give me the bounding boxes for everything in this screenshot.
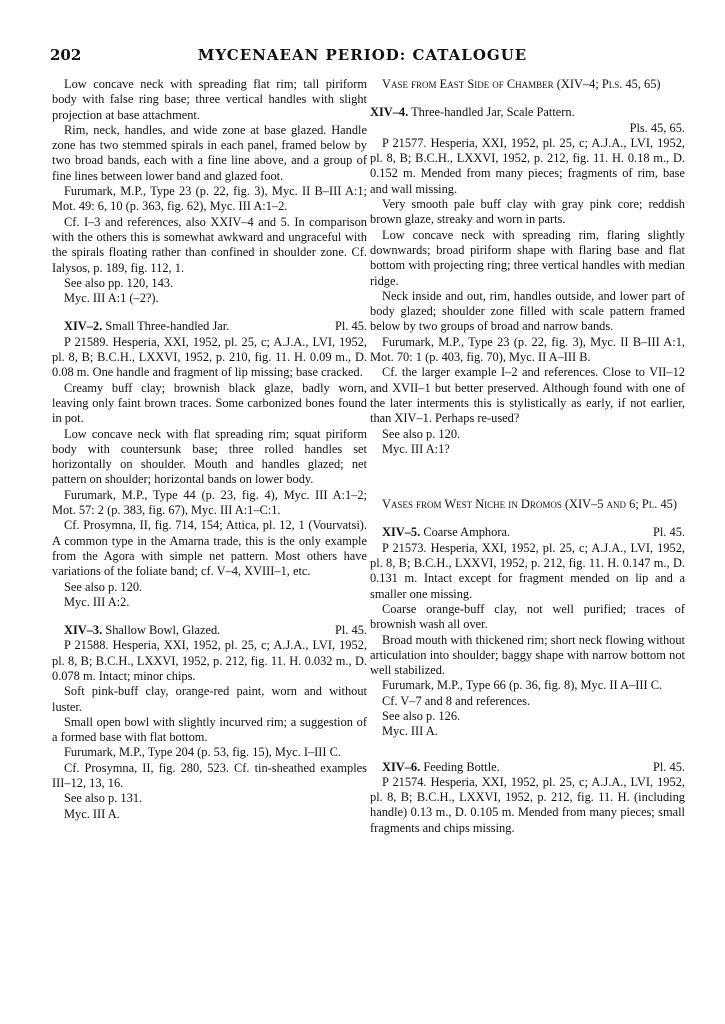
intro-para: Myc. III A:1 (–2?).	[64, 291, 159, 306]
page-number: 202	[50, 46, 82, 64]
entry-para: P 21574. Hesperia, XXI, 1952, pl. 25, c; A.J.A., LVI, 1952, pl. 8, B; B.C.H., LXXVI, 1952, p. 212, fig. 11. H. (including handle) 0.13 m., D. 0.105 m. Mended from many pieces; small fragments and chips missing.	[370, 774, 685, 835]
entry-para: Low concave neck with spreading rim, flaring slightly downwards; broad piriform shape with flaring base and flat bottom with projecting ring; three vertical handles with median ridge.	[370, 227, 685, 288]
entry-title: Three-handled Jar, Scale Pattern.	[411, 105, 575, 120]
entry-para: Cf. the larger example I–2 and references. Close to VII–12 and XVII–1 but better preserved. Although found with one of the later interments this is stylistically as early, if not earlier, than XIV–1. Perhaps re-used?	[370, 365, 685, 426]
entry-plate: Pls. 45, 65.	[629, 120, 685, 135]
entry-title: Feeding Bottle.	[423, 759, 500, 774]
intro-para: Cf. I–3 and references, also XXIV–4 and 5. In comparison with the others this is somewhat awkward and ungraceful with the spirals floating rather than confined in shoulder zone. Cf. Ialysos, p. 189, fig. 112, 1.	[52, 214, 367, 275]
running-head: MYCENAEAN PERIOD: CATALOGUE	[197, 46, 528, 64]
entry-heading	[52, 319, 367, 334]
entry-para: Very smooth pale buff clay with gray pink core; reddish brown glaze, streaky and worn in parts.	[370, 197, 685, 227]
entry-para: See also p. 126.	[382, 708, 461, 723]
entry-para: See also p. 120.	[64, 579, 143, 594]
section-heading: Vase from East Side of Chamber (XIV–4; Pls. 45, 65)	[382, 77, 661, 91]
entry-title: Coarse Amphora.	[423, 525, 511, 540]
entry-para: Furumark, M.P., Type 204 (p. 53, fig. 15), Myc. I–III C.	[64, 745, 341, 760]
entry-para: Small open bowl with slightly incurved rim; a suggestion of a formed base with flat bottom.	[52, 714, 367, 745]
entry-para: P 21589. Hesperia, XXI, 1952, pl. 25, c; A.J.A., LVI, 1952, pl. 8, B; B.C.H., LXXVI, 1952, p. 210, fig. 11. H. 0.09 m., D. 0.08 m. One handle and fragment of lip missing; base cracked.	[52, 334, 367, 380]
entry-para: Furumark, M.P., Type 66 (p. 36, fig. 8), Myc. II A–III C.	[382, 678, 663, 693]
entry-para: Myc. III A.	[382, 724, 438, 739]
entry-para: Cf. Prosymna, II, fig. 714, 154; Attica, pl. 12, 1 (Vourvatsi). A common type in the Amarna trade, this is the only example from the Agora with simple net pattern. Most others have variations of the foliate band; cf. V–4, XVIII–1, etc.	[52, 518, 367, 579]
entry-para: Broad mouth with thickened rim; short neck flowing without articulation into shoulder; baggy shape with narrow bottom not well stabilized.	[370, 632, 685, 678]
page-header	[0, 46, 725, 70]
entry-para: Soft pink-buff clay, orange-red paint, worn and without luster.	[52, 684, 367, 714]
entry-para: P 21588. Hesperia, XXI, 1952, pl. 25, c; A.J.A., LVI, 1952, pl. 8, B; B.C.H., LXXVI, 1952, p. 212, fig. 11. H. 0.032 m., D. 0.078 m. Intact; minor chips.	[52, 638, 367, 683]
entry-heading	[370, 525, 685, 540]
entry-para: P 21573. Hesperia, XXI, 1952, pl. 25, c; A.J.A., LVI, 1952, pl. 8, B; B.C.H., LXXVI, 1952, p. 212, fig. 11. H. 0.147 m., D. 0.131 m. Intact except for fragment mended on lip and a smaller one missing.	[370, 540, 685, 601]
entry-para: Neck inside and out, rim, handles outside, and lower part of body glazed; shoulder zone filled with scale pattern framed below by two groups of broad and narrow bands.	[370, 288, 685, 334]
section-heading: Vases from West Niche in Dromos (XIV–5 and 6; Pl. 45)	[382, 497, 677, 512]
right-column	[370, 77, 685, 836]
entry-number: XIV–5.	[382, 525, 421, 540]
entry-plate: Pl. 45.	[652, 759, 685, 774]
entry-para: Creamy buff clay; brownish black glaze, badly worn, leaving only faint brown traces. Some carbonized bones found in pot.	[52, 380, 367, 426]
entry-number: XIV–6.	[382, 759, 421, 774]
entry-para: See also p. 120.	[382, 426, 461, 441]
entry-heading	[370, 105, 685, 120]
entry-para: Coarse orange-buff clay, not well purified; traces of brownish wash all over.	[370, 601, 685, 632]
entry-plate: Pl. 45.	[334, 623, 367, 638]
entry-title: Small Three-handled Jar.	[105, 319, 230, 334]
entry-para: Myc. III A:2.	[64, 594, 130, 609]
entry-para: P 21577. Hesperia, XXI, 1952, pl. 25, c; A.J.A., LVI, 1952, pl. 8, B; B.C.H., LXXVI, 1952, p. 212, fig. 11. H. 0.18 m., D. 0.152 m. Mended from many pieces; fragments of rim, base and wall missing.	[370, 135, 685, 196]
entry-para: Furumark, M.P., Type 23 (p. 22, fig. 3), Myc. II B–III A:1, Mot. 70: 1 (p. 403, fig. 70), Myc. II A–III B.	[370, 334, 685, 365]
entry-heading	[52, 623, 367, 638]
entry-para: Cf. V–7 and 8 and references.	[382, 693, 531, 708]
intro-para: Rim, neck, handles, and wide zone at base glazed. Handle zone has two stemmed spirals in each panel, framed below by two broad bands, each with a fine line above, and a group of fine lines between lower band and glazed foot.	[52, 122, 367, 183]
entry-para: Low concave neck with flat spreading rim; squat piriform body with countersunk base; three rolled handles set horizontally on shoulder. Mouth and handles glazed; net pattern on shoulder; horizontal bands on lower body.	[52, 426, 367, 487]
entry-plate: Pl. 45.	[334, 319, 367, 334]
left-column	[52, 77, 367, 822]
entry-plate: Pl. 45.	[652, 525, 685, 540]
entry-number: XIV–4.	[370, 105, 409, 120]
entry-para: Cf. Prosymna, II, fig. 280, 523. Cf. tin-sheathed examples III–12, 13, 16.	[52, 760, 367, 791]
entry-number: XIV–3.	[64, 623, 103, 638]
entry-number: XIV–2.	[64, 319, 103, 334]
intro-para: Low concave neck with spreading flat rim; tall piriform body with false ring base; three vertical handles with slight projection at base attachment.	[52, 77, 367, 122]
entry-title: Shallow Bowl, Glazed.	[105, 623, 221, 638]
entry-para: Myc. III A.	[64, 806, 120, 821]
entry-para: Furumark, M.P., Type 44 (p. 23, fig. 4), Myc. III A:1–2; Mot. 57: 2 (p. 383, fig. 67), Myc. III A:1–C:1.	[52, 487, 367, 518]
entry-para: Myc. III A:1?	[382, 441, 450, 456]
intro-para: See also pp. 120, 143.	[64, 275, 174, 290]
intro-para: Furumark, M.P., Type 23 (p. 22, fig. 3), Myc. II B–III A:1; Mot. 49: 6, 10 (p. 363, fig. 62), Myc. III A:1–2.	[52, 184, 367, 214]
entry-para: See also p. 131.	[64, 791, 143, 806]
entry-heading	[370, 760, 685, 775]
